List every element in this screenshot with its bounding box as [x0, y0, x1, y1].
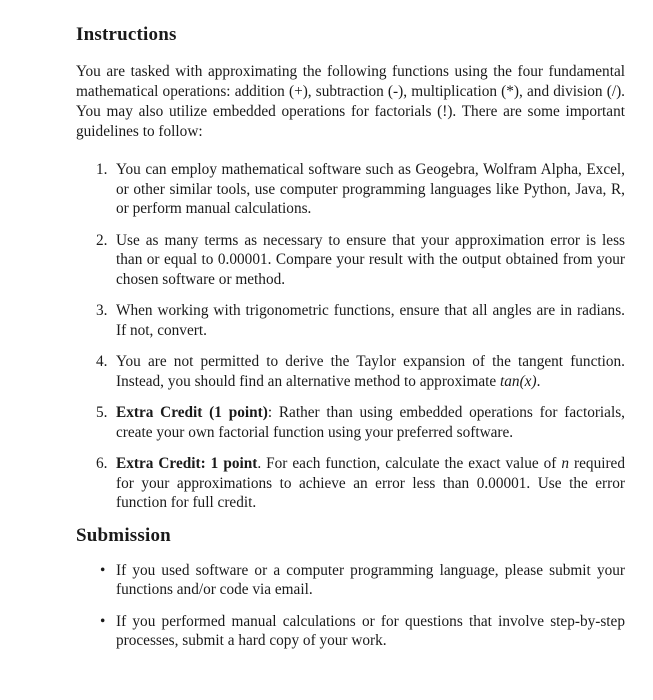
math-expression: n: [561, 455, 570, 472]
submission-list: [76, 561, 625, 651]
guideline-text: : Rather than using embedded operations for factorials, create your own factorial function using your preferred software.: [116, 404, 625, 441]
extra-credit-label: Extra Credit: 1 point: [116, 455, 258, 472]
guideline-text: required for your approximations to achieve an error less than 0.00001. Use the error function for full credit.: [116, 455, 625, 511]
submission-text: If you used software or a computer programming language, please submit your functions and/or code via email.: [116, 561, 625, 598]
guideline-number: 3.: [96, 302, 108, 319]
guideline-number: 6.: [96, 455, 108, 472]
guideline-text: Use as many terms as necessary to ensure that your approximation error is less than or equal to 0.00001. Compare your result with the output obtained from your chosen software or method.: [116, 231, 625, 288]
guideline-item: [76, 403, 625, 442]
guideline-text: . For each function, calculate the exact value of: [257, 455, 557, 472]
bullet-marker: •: [100, 561, 106, 579]
guideline-suffix: .: [536, 372, 541, 390]
guideline-text: You are not permitted to derive the Taylor expansion of the tangent function. Instead, you should find an alternative method to approximate: [116, 353, 625, 390]
math-expression: tan(x): [500, 372, 537, 390]
guideline-item: [76, 301, 625, 340]
submission-item: [76, 612, 625, 651]
guideline-number: 4.: [96, 353, 108, 370]
submission-item: [76, 561, 625, 600]
guideline-item: [76, 231, 625, 290]
guideline-item: [76, 160, 625, 219]
submission-text: If you performed manual calculations or for questions that involve step-by-step processes, submit a hard copy of your work.: [116, 612, 625, 649]
guideline-item: [76, 454, 625, 513]
guideline-number: 5.: [96, 404, 108, 421]
bullet-marker: •: [100, 612, 106, 630]
guideline-item: [76, 352, 625, 391]
instructions-intro: You are tasked with approximating the following functions using the four fundamental mathematical operations: addition (+), subtraction (-), multiplication (*), and division (/). You may also utilize embedded operations for factorials (!). There are some important guidelines to follow:: [76, 63, 625, 140]
guideline-number: 1.: [96, 161, 108, 178]
guideline-number: 2.: [96, 231, 108, 249]
document-page: [76, 24, 625, 663]
guideline-text: You can employ mathematical software such as Geogebra, Wolfram Alpha, Excel, or other similar tools, use computer programming languages like Python, Java, R, or perform manual calculations.: [116, 161, 625, 217]
submission-heading: Submission: [76, 524, 171, 546]
guideline-text: When working with trigonometric functions, ensure that all angles are in radians. If not, convert.: [116, 302, 625, 339]
instructions-heading: Instructions: [76, 24, 177, 45]
extra-credit-label: Extra Credit (1 point): [116, 404, 268, 421]
guidelines-list: [76, 160, 625, 513]
